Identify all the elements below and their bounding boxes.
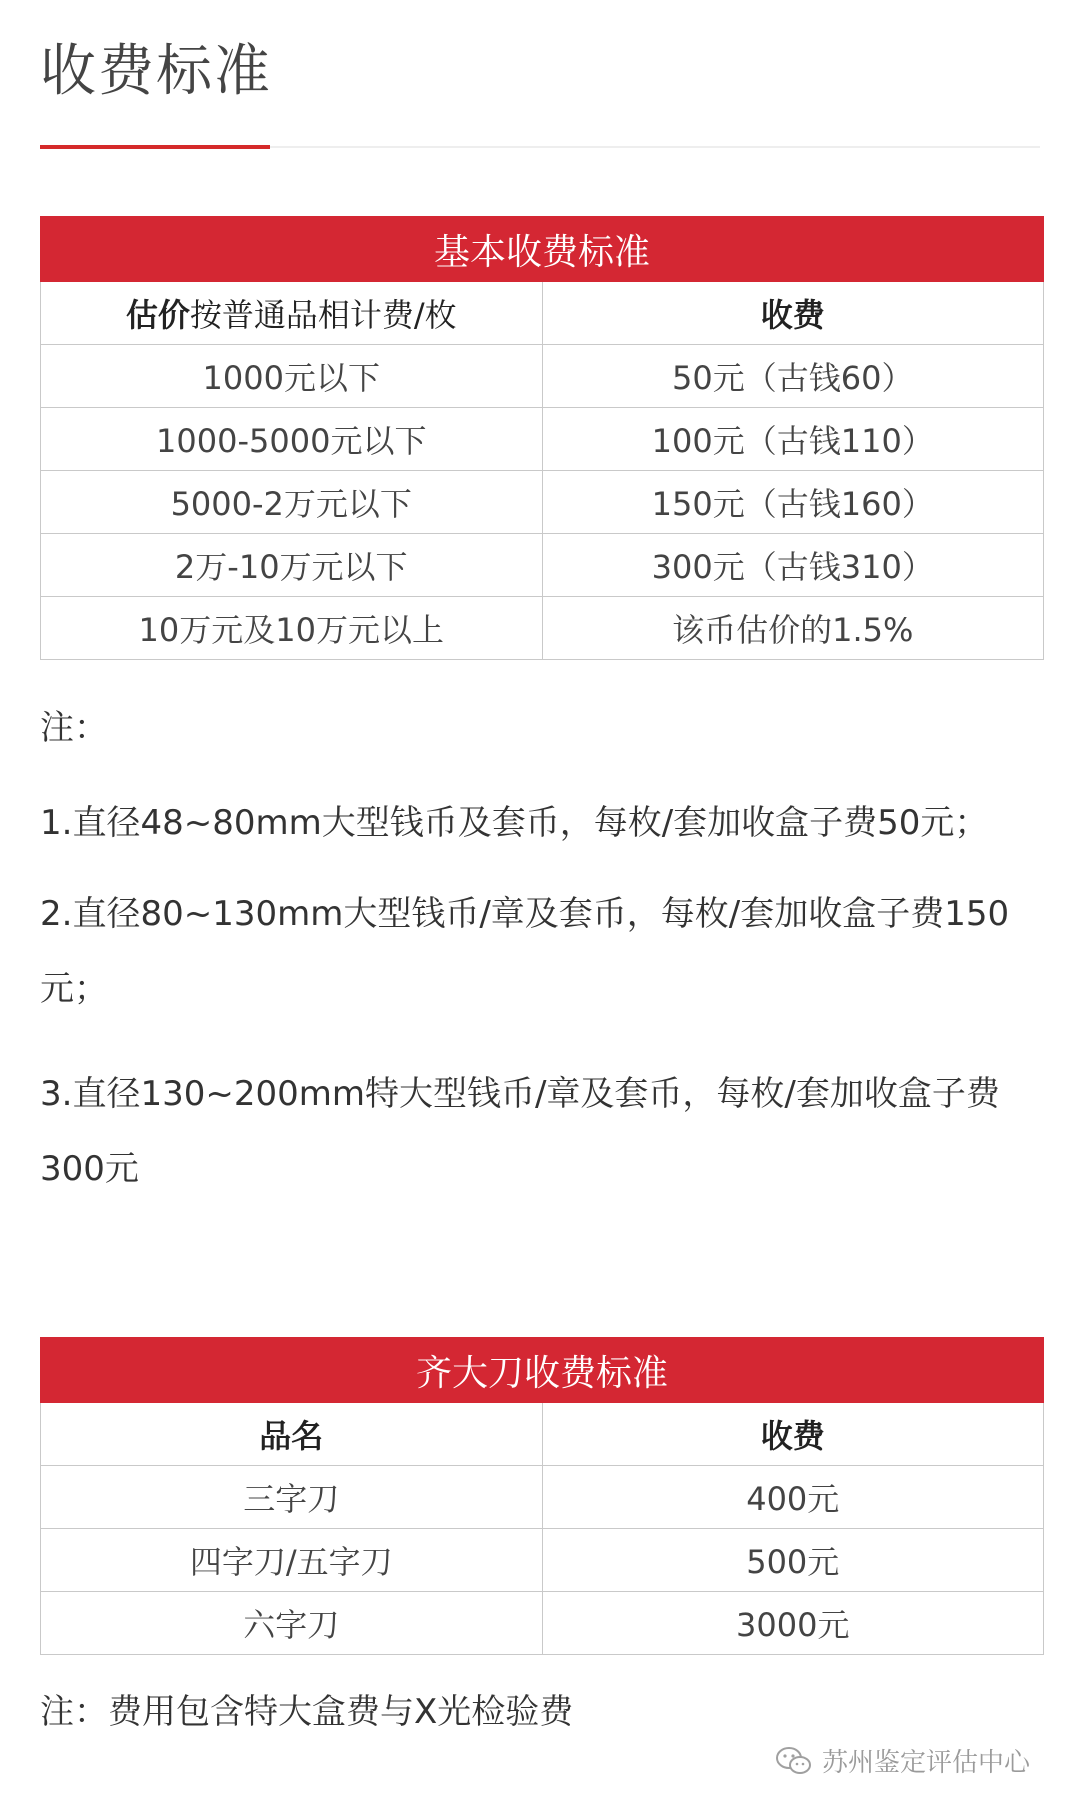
valuation-range-cell: 1000元以下 <box>41 345 543 408</box>
valuation-range-cell: 10万元及10万元以上 <box>41 597 543 660</box>
valuation-range-cell: 2万-10万元以下 <box>41 534 543 597</box>
header-fee: 收费 <box>542 1403 1044 1466</box>
header-valuation-note: 按普通品相计费/枚 <box>189 296 457 334</box>
footer-note: 注：费用包含特大盒费与X光检验费 <box>40 1692 574 1732</box>
table-row <box>41 534 1044 597</box>
table-row <box>41 597 1044 660</box>
table-row <box>41 345 1044 408</box>
basic-fee-table-caption: 基本收费标准 <box>41 217 1044 282</box>
table-row <box>41 408 1044 471</box>
item-name-cell: 六字刀 <box>41 1592 543 1655</box>
fee-cell: 100元（古钱110） <box>542 408 1044 471</box>
notes-label: 注： <box>40 708 108 748</box>
header-item-name: 品名 <box>41 1403 543 1466</box>
knife-fee-table-caption: 齐大刀收费标准 <box>41 1338 1044 1403</box>
page-title: 收费标准 <box>40 39 272 104</box>
table-header-row <box>41 282 1044 345</box>
fee-cell: 500元 <box>542 1529 1044 1592</box>
table-row <box>41 1529 1044 1592</box>
basic-fee-table <box>40 216 1044 660</box>
fee-cell: 150元（古钱160） <box>542 471 1044 534</box>
title-underline-accent <box>40 145 270 149</box>
watermark-text: 苏州鉴定评估中心 <box>822 1748 1031 1778</box>
header-valuation-bold: 估价 <box>125 296 190 334</box>
item-name-cell: 四字刀/五字刀 <box>41 1529 543 1592</box>
fee-cell: 300元（古钱310） <box>542 534 1044 597</box>
table-caption-row <box>41 217 1044 282</box>
header-valuation <box>41 282 543 345</box>
fee-cell: 该币估价的1.5% <box>542 597 1044 660</box>
valuation-range-cell: 5000-2万元以下 <box>41 471 543 534</box>
watermark <box>774 1742 1030 1779</box>
header-fee: 收费 <box>542 282 1044 345</box>
fee-cell: 400元 <box>542 1466 1044 1529</box>
note-item: 2.直径80~130mm大型钱币/章及套币，每枚/套加收盒子费150元； <box>40 894 1010 1009</box>
knife-fee-table <box>40 1337 1044 1655</box>
table-row <box>41 1466 1044 1529</box>
fee-cell: 50元（古钱60） <box>542 345 1044 408</box>
wechat-icon <box>774 1746 814 1776</box>
fee-cell: 3000元 <box>542 1592 1044 1655</box>
table-header-row <box>41 1403 1044 1466</box>
table-row <box>41 471 1044 534</box>
valuation-range-cell: 1000-5000元以下 <box>41 408 543 471</box>
item-name-cell: 三字刀 <box>41 1466 543 1529</box>
table-row <box>41 1592 1044 1655</box>
note-item: 3.直径130~200mm特大型钱币/章及套币，每枚/套加收盒子费300元 <box>40 1074 1000 1189</box>
note-item: 1.直径48~80mm大型钱币及套币，每枚/套加收盒子费50元； <box>40 803 989 843</box>
table-caption-row <box>41 1338 1044 1403</box>
